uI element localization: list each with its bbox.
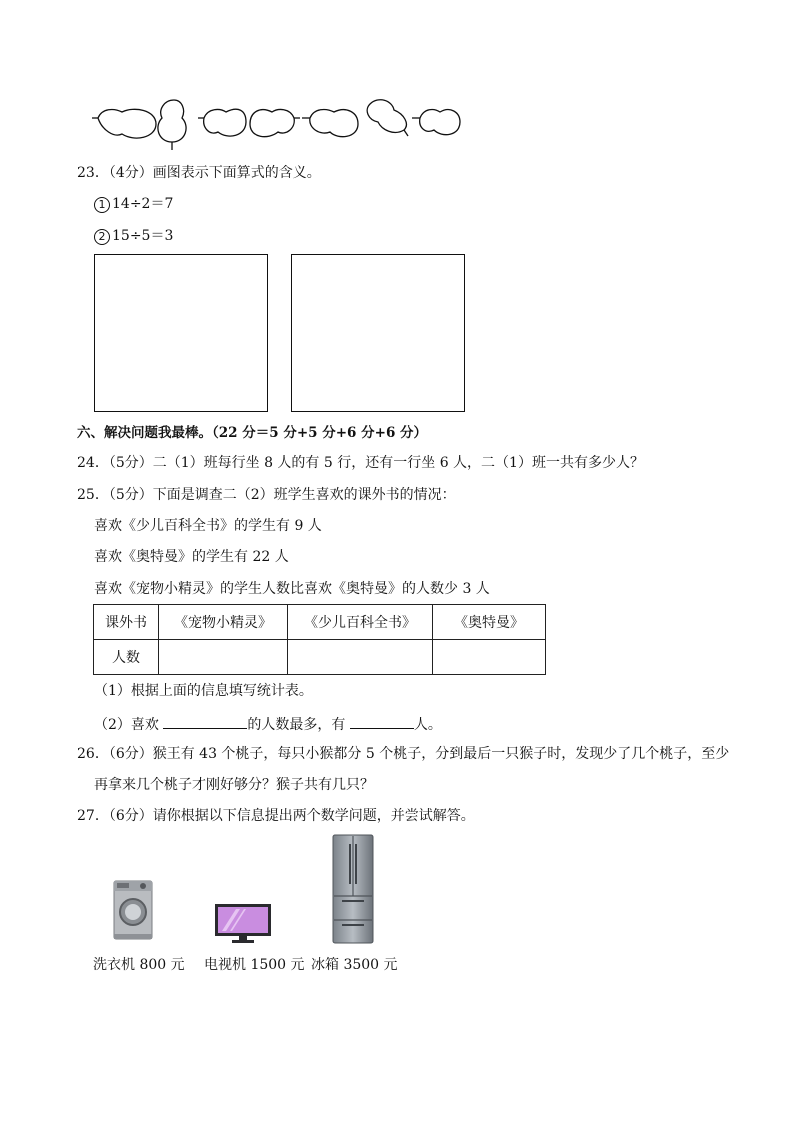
item-label-tv: 电视机 1500 元	[204, 957, 305, 973]
q25-header: 25．（5分）下面是调查二（2）班学生喜欢的课外书的情况：	[77, 487, 456, 503]
q23-item-2	[94, 227, 173, 245]
answer-blank-book[interactable]	[163, 714, 247, 729]
pear-icon	[367, 100, 408, 136]
table-row	[94, 605, 546, 640]
item-label-washer: 洗衣机 800 元	[93, 957, 185, 973]
q23-item-1	[94, 195, 173, 213]
q23-expr-2: 15÷5＝3	[112, 228, 174, 244]
tv-icon	[214, 903, 272, 945]
q25-sub-2-prefix: （2）喜欢	[94, 717, 159, 733]
item-label-fridge: 冰箱 3500 元	[311, 957, 398, 973]
q26-line-2: 再拿来几个桃子才刚好够分？猴子共有几只？	[94, 777, 374, 793]
q23-header: 23．（4分）画图表示下面算式的含义。	[77, 165, 321, 181]
drawing-box-1[interactable]	[94, 254, 268, 412]
q25-line-3: 喜欢《宠物小精灵》的学生人数比喜欢《奥特曼》的人数少 3 人	[94, 581, 490, 597]
table-row	[94, 640, 546, 675]
q25-line-1: 喜欢《少儿百科全书》的学生有 9 人	[94, 518, 322, 534]
pear-icon	[250, 110, 300, 137]
answer-cell[interactable]	[159, 640, 288, 675]
q25-sub-2-suffix: 人。	[413, 717, 442, 733]
answer-cell[interactable]	[433, 640, 546, 675]
pear-icon	[412, 110, 460, 135]
q25-sub-1: （1）根据上面的信息填写统计表。	[94, 683, 313, 699]
q25-sub-2-middle: 的人数最多，有	[247, 717, 346, 733]
q26-line-1: 26．（6分）猴王有 43 个桃子，每只小猴都分 5 个桃子，分到最后一只猴子时，发现少了几个桃子，至少	[77, 746, 730, 762]
q25-sub-2	[94, 714, 442, 734]
answer-blank-count[interactable]	[350, 714, 414, 729]
washing-machine-icon	[113, 880, 153, 940]
circled-number: 1	[94, 197, 110, 213]
table-header-cell: 《少儿百科全书》	[288, 605, 433, 640]
pears-row	[88, 96, 468, 152]
answer-cell[interactable]	[288, 640, 433, 675]
q23-expr-1: 14÷2＝7	[112, 196, 174, 212]
q27-header: 27．（6分）请你根据以下信息提出两个数学问题，并尝试解答。	[77, 808, 475, 824]
book-stats-table	[93, 604, 546, 675]
q25-line-2: 喜欢《奥特曼》的学生有 22 人	[94, 549, 289, 565]
table-header-cell: 《奥特曼》	[433, 605, 546, 640]
fridge-icon	[332, 834, 374, 946]
drawing-box-2[interactable]	[291, 254, 465, 412]
pear-icon	[92, 109, 156, 138]
pear-icon	[198, 109, 246, 136]
q24-text: 24．（5分）二（1）班每行坐 8 人的有 5 行，还有一行坐 6 人，二（1）班一共有多少人？	[77, 455, 644, 471]
pear-icon	[158, 100, 186, 150]
table-row-label: 人数	[94, 640, 159, 675]
pear-icon	[302, 110, 358, 137]
table-header-cell: 《宠物小精灵》	[159, 605, 288, 640]
circled-number: 2	[94, 229, 110, 245]
table-header-cell: 课外书	[94, 605, 159, 640]
section-6-header: 六、解决问题我最棒。（22 分＝5 分+5 分+6 分+6 分）	[77, 425, 428, 441]
